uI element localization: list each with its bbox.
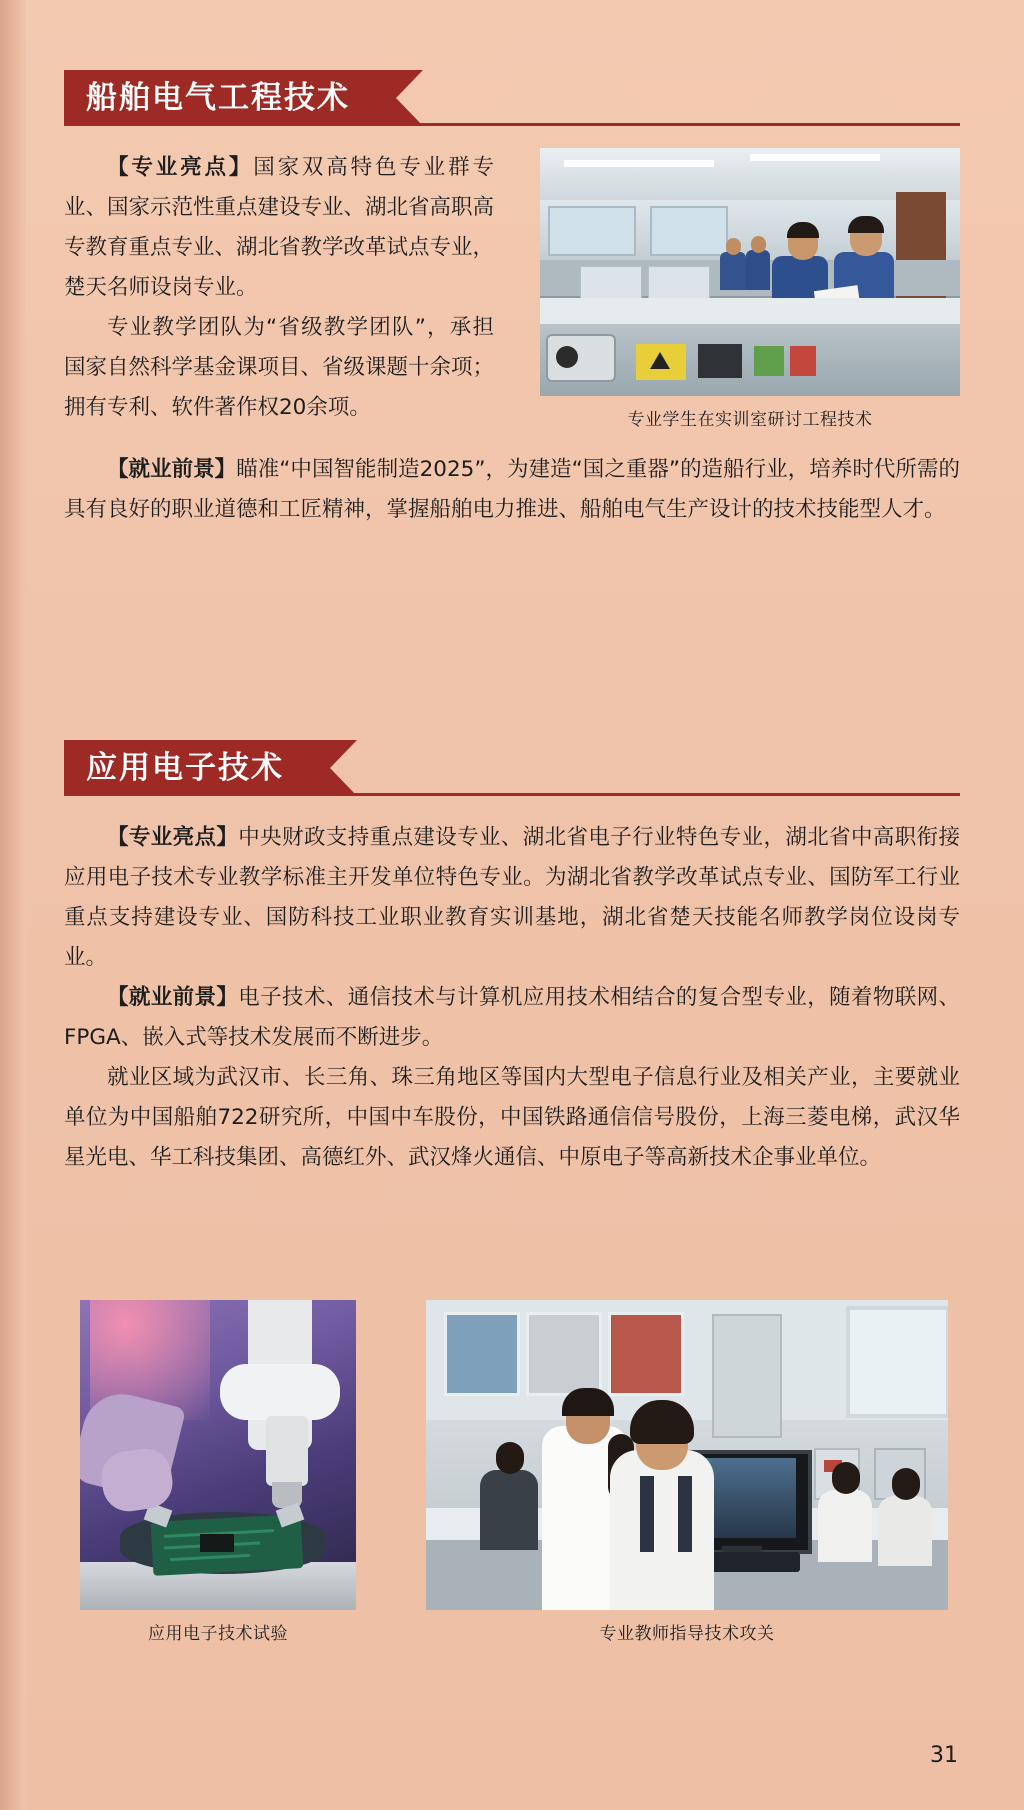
paragraph-text: 专业教学团队为“省级教学团队”，承担国家自然科学基金课项目、省级课题十余项；拥有专利、软件著作权20余项。 — [64, 315, 495, 420]
paragraph-lead: 【专业亮点】 — [107, 155, 254, 180]
paragraph — [64, 818, 960, 978]
page-gutter-shadow — [0, 0, 26, 1810]
paragraph-text: 国家双高特色专业群专业、国家示范性重点建设专业、湖北省高职高专教育重点专业、湖北省教学改革试点专业，楚天名师设岗专业。 — [64, 155, 495, 300]
section-elec-text — [64, 818, 960, 1178]
microscope-caption: 应用电子技术试验 — [148, 1624, 288, 1644]
paragraph — [64, 978, 960, 1058]
section-elec-rule — [64, 793, 960, 796]
classroom-photo — [426, 1300, 948, 1610]
section-ship-header — [64, 70, 960, 126]
section-elec-header — [64, 740, 960, 796]
paragraph-text: 瞄准“中国智能制造2025”，为建造“国之重器”的造船行业，培养时代所需的具有良好的职业道德和工匠精神，掌握船舶电力推进、船舶电气生产设计的技术技能型人才。 — [64, 457, 960, 522]
ship-lab-caption: 专业学生在实训室研讨工程技术 — [627, 410, 873, 430]
section-ship-rule — [64, 123, 960, 126]
section-ship-text-bottom — [64, 450, 960, 530]
paragraph-lead: 【就业前景】 — [107, 985, 239, 1010]
paragraph — [64, 1058, 960, 1178]
ship-lab-figure — [540, 148, 960, 430]
paragraph — [64, 148, 494, 308]
paragraph-text: 电子技术、通信技术与计算机应用技术相结合的复合型专业，随着物联网、FPGA、嵌入式等技术发展而不断进步。 — [64, 985, 960, 1050]
paragraph — [64, 308, 494, 428]
microscope-photo — [80, 1300, 356, 1610]
classroom-caption: 专业教师指导技术攻关 — [599, 1624, 775, 1644]
page-number: 31 — [930, 1743, 958, 1768]
section-applied-electronics — [64, 740, 960, 1170]
section-ship-electrical — [64, 70, 960, 630]
microscope-figure — [80, 1300, 356, 1644]
section-elec-title: 应用电子技术 — [64, 740, 330, 796]
paragraph — [64, 450, 960, 530]
section-ship-text-top — [64, 148, 494, 428]
paragraph-text: 就业区域为武汉市、长三角、珠三角地区等国内大型电子信息行业及相关产业，主要就业单位为中国船舶722研究所，中国中车股份，中国铁路通信信号股份，上海三菱电梯，武汉华星光电、华工科技集团、高德红外、武汉烽火通信、中原电子等高新技术企事业单位。 — [64, 1065, 960, 1170]
paragraph-text: 中央财政支持重点建设专业、湖北省电子行业特色专业，湖北省中高职衔接应用电子技术专业教学标准主开发单位特色专业。为湖北省教学改革试点专业、国防军工行业重点支持建设专业、国防科技工业职业教育实训基地，湖北省楚天技能名师教学岗位设岗专业。 — [64, 825, 960, 970]
paragraph-lead: 【专业亮点】 — [107, 825, 239, 850]
paragraph-lead: 【就业前景】 — [107, 457, 237, 482]
classroom-figure — [426, 1300, 948, 1644]
section-ship-title: 船舶电气工程技术 — [64, 70, 396, 126]
ship-lab-photo — [540, 148, 960, 396]
